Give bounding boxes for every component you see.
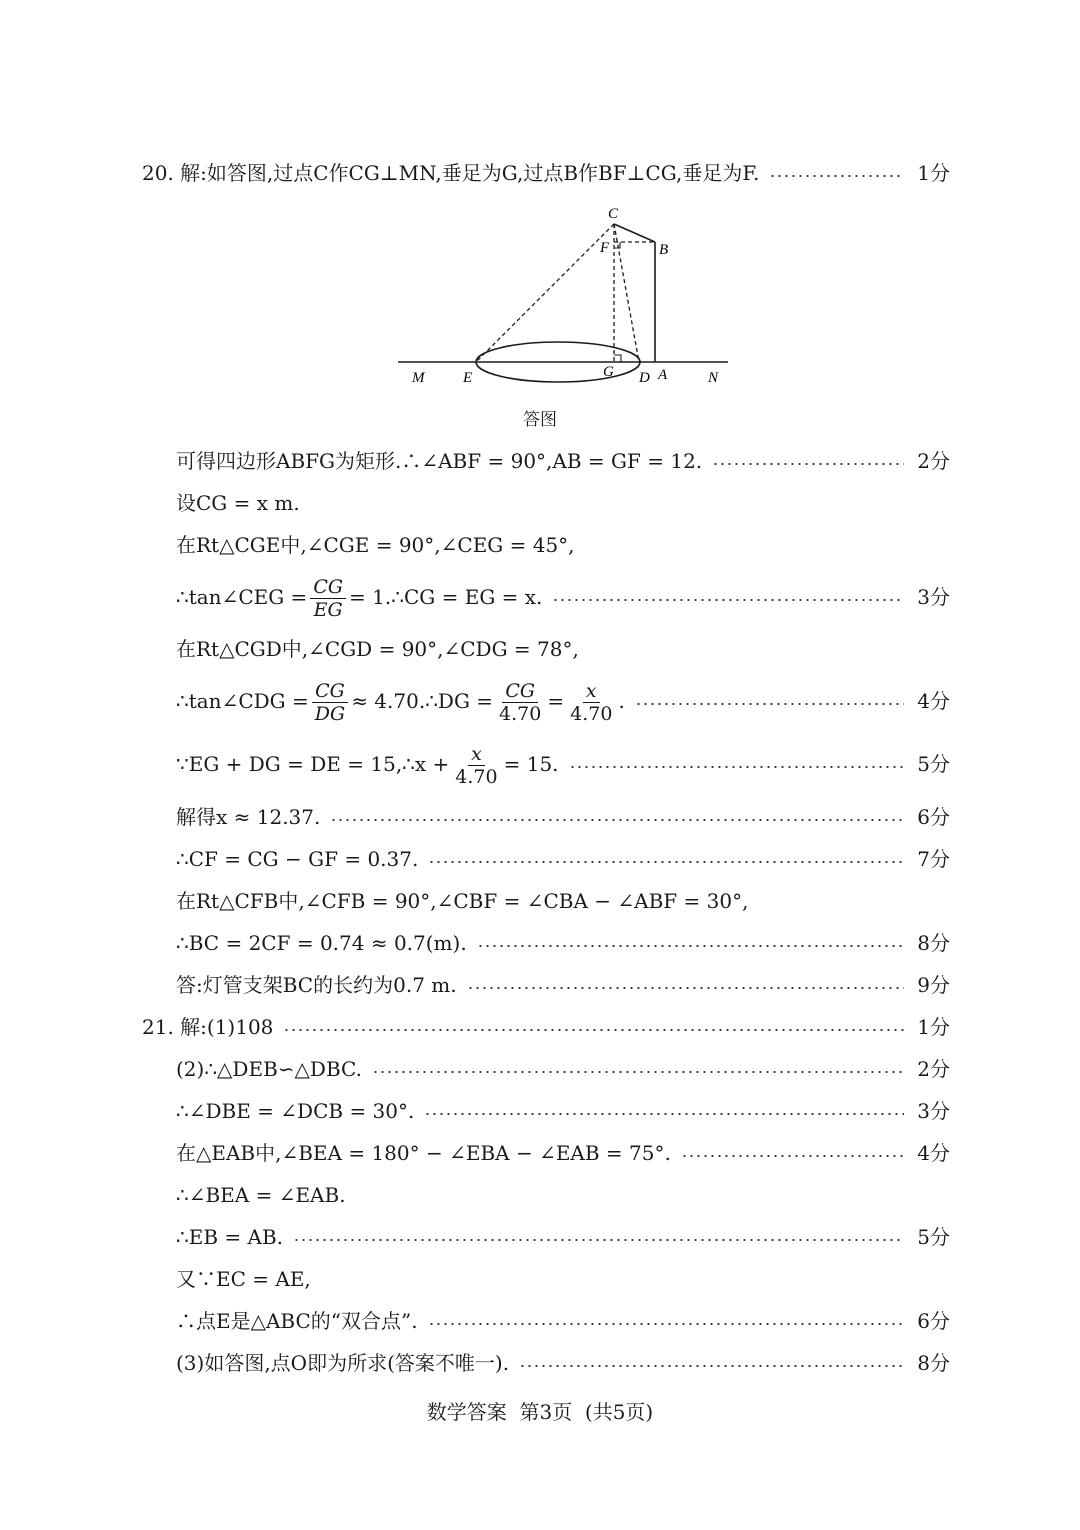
line-text: 解得x ≈ 12.37.: [176, 805, 321, 829]
text-part: ∴tan∠CEG =: [176, 585, 308, 609]
score: 3分: [917, 585, 950, 609]
denominator: 4.70: [499, 703, 542, 725]
dot-leader: [428, 1323, 904, 1325]
q20-line-7: [176, 737, 950, 791]
q20-line-1: [176, 447, 950, 475]
score: 6分: [917, 1309, 950, 1333]
fraction: [310, 576, 346, 621]
score: 7分: [917, 847, 950, 871]
q20-line-6: [176, 674, 950, 728]
line-text: (2)∴△DEB∽△DBC.: [176, 1057, 362, 1081]
q21-line-6: [176, 1265, 950, 1293]
label-g: G: [603, 364, 614, 380]
line-text: 在Rt△CGD中,∠CGD = 90°,∠CDG = 78°,: [176, 637, 579, 661]
score: 2分: [917, 1057, 950, 1081]
q21-intro-line: [142, 1013, 950, 1041]
q20-line-8: [176, 803, 950, 831]
right-angle-f: [614, 242, 620, 248]
figure-caption: 答图: [523, 410, 557, 430]
q21-intro-text: 21. 解:(1)108: [142, 1015, 274, 1039]
score: 8分: [917, 1351, 950, 1375]
text-part: ≈ 4.70.∴DG =: [351, 689, 494, 713]
q20-line-9: [176, 845, 950, 873]
score: 5分: [917, 1225, 950, 1249]
line-text: (3)如答图,点O即为所求(答案不唯一).: [176, 1351, 510, 1375]
score: 4分: [917, 689, 950, 713]
dot-leader: [283, 1029, 904, 1031]
q21-line-4: [176, 1181, 950, 1209]
denominator: EG: [313, 599, 343, 621]
label-b: B: [659, 242, 669, 258]
right-angle-g: [614, 355, 621, 362]
dot-leader: [769, 175, 904, 177]
q20-intro-text: 20. 解:如答图,过点C作CG⊥MN,垂足为G,过点B作BF⊥CG,垂足为F.: [142, 161, 760, 185]
q20-line-5: [176, 635, 950, 663]
q20-line-3: [176, 531, 950, 559]
fraction: [312, 680, 348, 725]
page-footer: [0, 1398, 1080, 1426]
score: 1分: [917, 161, 950, 185]
text-part: =: [547, 689, 565, 713]
dot-leader: [552, 599, 904, 601]
score: 4分: [917, 1141, 950, 1165]
denominator: DG: [314, 703, 346, 725]
label-c: C: [608, 206, 619, 222]
line-text: ∴BC = 2CF = 0.74 ≈ 0.7(m).: [176, 931, 467, 955]
score: 3分: [917, 1099, 950, 1123]
q21-line-5: [176, 1223, 950, 1251]
q21-line-3: [176, 1139, 950, 1167]
line-text: [176, 570, 542, 624]
line-text: 可得四边形ABFG为矩形.∴∠ABF = 90°,AB = GF = 12.: [176, 449, 703, 473]
line-text: ∴∠DBE = ∠DCB = 30°.: [176, 1099, 415, 1123]
score: 9分: [917, 973, 950, 997]
footer-text: 数学答案 第3页 (共5页): [426, 1400, 654, 1424]
line-text: 答:灯管支架BC的长约为0.7 m.: [176, 973, 457, 997]
dot-leader: [635, 703, 904, 705]
line-text: 在△EAB中,∠BEA = 180° − ∠EBA − ∠EAB = 75°.: [176, 1141, 671, 1165]
line-text: 设CG = x m.: [176, 491, 300, 515]
text-part: ∴tan∠CDG =: [176, 689, 309, 713]
text-part: ∵EG + DG = DE = 15,∴x +: [176, 752, 450, 776]
denominator: 4.70: [570, 703, 613, 725]
numerator: x: [468, 743, 485, 766]
dot-leader: [681, 1155, 904, 1157]
fraction: [452, 743, 500, 788]
segment-bc: [614, 224, 655, 242]
line-text: 在Rt△CFB中,∠CFB = 90°,∠CBF = ∠CBA − ∠ABF = 30°,: [176, 889, 749, 913]
dot-leader: [569, 766, 904, 768]
dot-leader: [519, 1365, 904, 1367]
line-text: ∴EB = AB.: [176, 1225, 283, 1249]
q20-line-10: [176, 887, 950, 915]
line-text: 又∵EC = AE,: [176, 1267, 311, 1291]
score: 2分: [917, 449, 950, 473]
q21-line-7: [176, 1307, 950, 1335]
q20-intro-line: [142, 159, 950, 187]
text-part: = 15.: [503, 752, 559, 776]
label-f: F: [600, 240, 610, 256]
dot-leader: [467, 987, 904, 989]
score: 1分: [917, 1015, 950, 1039]
text-part: .: [618, 689, 625, 713]
dot-leader: [424, 1113, 904, 1115]
label-a: A: [658, 367, 668, 383]
denominator: 4.70: [455, 766, 498, 788]
q21-line-8: [176, 1349, 950, 1377]
score: 5分: [917, 752, 950, 776]
fraction: [496, 680, 544, 725]
label-d: D: [639, 370, 650, 386]
q20-line-12: [176, 971, 950, 999]
q21-line-2: [176, 1097, 950, 1125]
line-text: ∴CF = CG − GF = 0.37.: [176, 847, 419, 871]
line-text: [176, 737, 559, 791]
q20-line-2: [176, 489, 950, 517]
answer-figure: [390, 200, 740, 400]
label-m: M: [412, 370, 425, 386]
numerator: CG: [310, 576, 346, 599]
dot-leader: [712, 463, 904, 465]
numerator: CG: [502, 680, 538, 703]
score: 8分: [917, 931, 950, 955]
text-part: = 1.∴CG = EG = x.: [349, 585, 543, 609]
label-e: E: [463, 370, 473, 386]
numerator: x: [583, 680, 600, 703]
dot-leader: [372, 1071, 904, 1073]
line-text: ∴∠BEA = ∠EAB.: [176, 1183, 346, 1207]
dot-leader: [428, 861, 904, 863]
line-text: 在Rt△CGE中,∠CGE = 90°,∠CEG = 45°,: [176, 533, 575, 557]
dot-leader: [330, 819, 904, 821]
line-text: ∴点E是△ABC的“双合点”.: [176, 1309, 418, 1333]
numerator: CG: [312, 680, 348, 703]
q21-line-1: [176, 1055, 950, 1083]
fraction: [567, 680, 615, 725]
score: 6分: [917, 805, 950, 829]
q20-line-4: [176, 570, 950, 624]
dot-leader: [293, 1239, 904, 1241]
q20-line-11: [176, 929, 950, 957]
dot-leader: [477, 945, 904, 947]
line-text: [176, 674, 625, 728]
segment-ce: [476, 224, 614, 362]
label-n: N: [708, 370, 719, 386]
segment-cd: [614, 224, 639, 362]
